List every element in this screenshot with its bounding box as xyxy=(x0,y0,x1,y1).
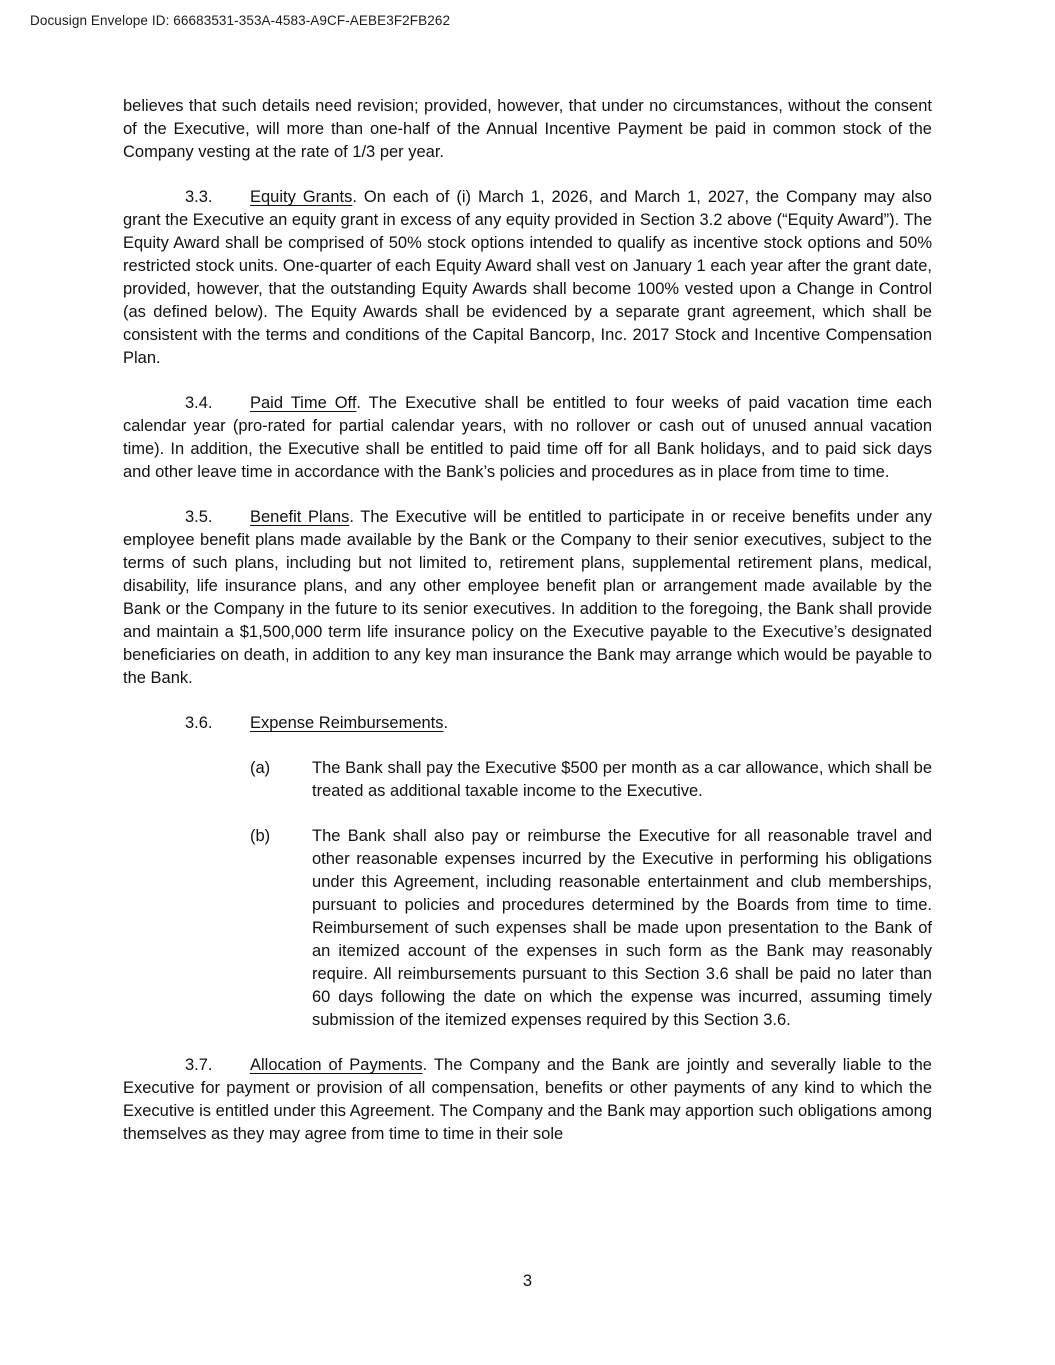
section-body-text: . On each of (i) March 1, 2026, and March 1, 2027, the Company may also grant the Executive an equity grant in excess of any equity provided in Section 3.2 above (“Equity Award”). The Equity Award shall be comprised of 50% stock options intended to qualify as incentive stock options and 50% restricted stock units. One-quarter of each Equity Award shall vest on January 1 each year after the grant date, provided, however, that the outstanding Equity Awards shall become 100% vested upon a Change in Control (as defined below). The Equity Awards shall be evidenced by a separate grant agreement, which shall be consistent with the terms and conditions of the Capital Bancorp, Inc. 2017 Stock and Incentive Compensation Plan. xyxy=(123,188,932,367)
page-number: 3 xyxy=(522,1272,533,1290)
subsection-label: (a) xyxy=(250,759,271,777)
section-body-text: . The Company and the Bank are jointly and severally liable to the Executive for payment or provision of all compensation, benefits or other payments of any kind to which the Executive is entitled under this Agreement. The Company and the Bank may apportion such obligations among themselves as they may agree from time to time in their sole xyxy=(123,1056,932,1143)
section-body-text: . xyxy=(443,714,449,732)
section-number: 3.4. xyxy=(185,394,213,412)
section-number: 3.3. xyxy=(185,188,213,206)
section-3-6 xyxy=(123,712,932,735)
section-heading: Allocation of Payments xyxy=(250,1056,423,1074)
section-3-5 xyxy=(123,506,932,690)
section-number: 3.5. xyxy=(185,508,213,526)
section-3-7 xyxy=(123,1054,932,1146)
subsection-text: The Bank shall also pay or reimburse the Executive for all reasonable travel and other reasonable expenses incurred by the Executive in performing his obligations under this Agreement, including reasonable entertainment and club memberships, pursuant to policies and procedures determined by the Boards from time to time. Reimbursement of such expenses shall be made upon presentation to the Bank of an itemized account of the expenses in such form as the Bank may reasonably require. All reimbursements pursuant to this Section 3.6 shall be paid no later than 60 days following the date on which the expense was incurred, assuming timely submission of the itemized expenses required by this Section 3.6. xyxy=(312,827,932,1029)
section-body-text: . The Executive shall be entitled to four weeks of paid vacation time each calendar year (pro-rated for partial calendar years, with no rollover or cash out of unused annual vacation time). In addition, the Executive shall be entitled to paid time off for all Bank holidays, and to paid sick days and other leave time in accordance with the Bank’s policies and procedures as in place from time to time. xyxy=(123,394,933,481)
subsection-a xyxy=(123,757,932,803)
section-heading: Equity Grants xyxy=(250,188,353,206)
subsection-text: The Bank shall pay the Executive $500 per month as a car allowance, which shall be treated as additional taxable income to the Executive. xyxy=(312,759,932,800)
section-body-text: . The Executive will be entitled to participate in or receive benefits under any employee benefit plans made available by the Bank or the Company to their senior executives, subject to the terms of such plans, including but not limited to, retirement plans, supplemental retirement plans, medical, disability, life insurance plans, and any other employee benefit plan or arrangement made available by the Bank or the Company in the future to its senior executives. In addition to the foregoing, the Bank shall provide and maintain a $1,500,000 term life insurance policy on the Executive payable to the Executive’s designated beneficiaries on death, in addition to any key man insurance the Bank may arrange which would be payable to the Bank. xyxy=(123,508,932,687)
subsection-label: (b) xyxy=(250,827,271,845)
continuation-paragraph: believes that such details need revision; provided, however, that under no circumstances, without the consent of the Executive, will more than one-half of the Annual Incentive Payment be paid in common stock of the Company vesting at the rate of 1/3 per year. xyxy=(123,97,932,161)
section-3-3 xyxy=(123,186,932,370)
section-3-4 xyxy=(123,392,932,484)
section-heading: Expense Reimbursements xyxy=(250,714,444,732)
section-number: 3.6. xyxy=(185,714,213,732)
subsection-b xyxy=(123,825,932,1032)
section-heading: Paid Time Off xyxy=(250,394,357,412)
document-body xyxy=(123,95,932,1146)
section-number: 3.7. xyxy=(185,1056,213,1074)
docusign-envelope-id: Docusign Envelope ID: 66683531-353A-4583-A9CF-AEBE3F2FB262 xyxy=(30,13,451,28)
section-heading: Benefit Plans xyxy=(250,508,350,526)
